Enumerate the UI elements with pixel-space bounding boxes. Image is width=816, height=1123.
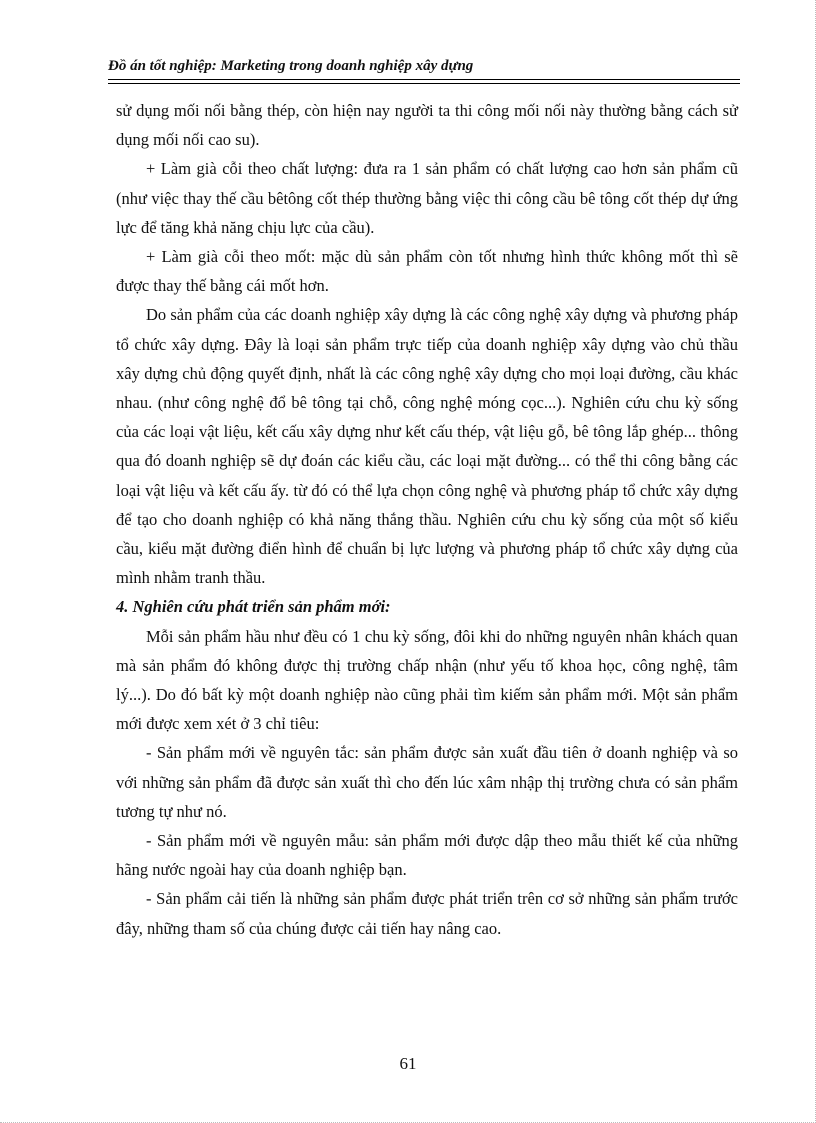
header-title: Đồ án tốt nghiệp: Marketing trong doanh nghiệp xây dựng <box>108 58 474 74</box>
section-paragraph-principle: - Sản phẩm mới về nguyên tắc: sản phẩm được sản xuất đầu tiên ở doanh nghiệp và so với những sản phẩm đã được sản xuất thì cho đến lúc xâm nhập thị trường chưa có sản phẩm tương tự như nó. <box>116 743 738 821</box>
page-number: 61 <box>399 1054 417 1073</box>
header-double-rule <box>108 79 740 84</box>
body-paragraph-quality-aging: + Làm già cỗi theo chất lượng: đưa ra 1 sản phẩm có chất lượng cao hơn sản phẩm cũ (như việc thay thế cầu bêtông cốt thép thường bằng việc thi công cầu bê tông cốt thép dự ứng lực để tăng khả năng chịu lực của cầu). <box>116 159 738 237</box>
section-paragraph-improved: - Sản phẩm cải tiến là những sản phẩm được phát triển trên cơ sở những sản phẩm trước đây, những tham số của chúng được cải tiến hay nâng cao. <box>116 889 738 938</box>
section-paragraph-intro: Mỗi sản phẩm hầu như đều có 1 chu kỳ sống, đôi khi do những nguyên nhân khách quan mà sản phẩm đó không được thị trường chấp nhận (như yếu tố khoa học, công nghệ, tâm lý...). Do đó bất kỳ một doanh nghiệp nào cũng phải tìm kiếm sản phẩm mới. Một sản phẩm mới được xem xét ở 3 chỉ tiêu: <box>116 626 738 734</box>
section-heading: 4. Nghiên cứu phát triển sản phẩm mới: <box>116 597 391 617</box>
body-paragraph-construction-products: Do sản phẩm của các doanh nghiệp xây dựng là các công nghệ xây dựng và phương pháp tổ chức xây dựng. Đây là loại sản phẩm trực tiếp của doanh nghiệp xây dựng vào chủ thầu xây dựng chủ động quyết định, nhất là các công nghệ xây dựng cho mọi loại đường, cầu khác nhau. (như công nghệ đổ bê tông tại chỗ, công nghệ móng cọc...). Nghiên cứu chu kỳ sống của các loại vật liệu, kết cấu xây dựng như kết cấu thép, vật liệu gỗ, bê tông lắp ghép... thông qua đó doanh nghiệp sẽ dự đoán các kiểu cầu, các loại mặt đường... có thể thi công bằng các loại vật liệu và kết cấu ấy. từ đó có thể lựa chọn công nghệ và phương pháp tổ chức xây dựng để tạo cho doanh nghiệp có khả năng thắng thầu. Nghiên cứu chu kỳ sống của một số kiểu cầu, kiểu mặt đường điển hình để chuẩn bị lực lượng và phương pháp tổ chức xây dựng của mình nhằm tranh thầu. <box>116 305 738 588</box>
page-body <box>116 96 738 943</box>
section-paragraph-prototype: - Sản phẩm mới về nguyên mẫu: sản phẩm mới được dập theo mẫu thiết kế của những hãng nước ngoài hay của doanh nghiệp bạn. <box>116 831 738 880</box>
page-header <box>108 56 740 82</box>
body-paragraph-fashion-aging: + Làm già cỗi theo mốt: mặc dù sản phẩm còn tốt nhưng hình thức không mốt thì sẽ được thay thế bằng cái mốt hơn. <box>116 247 738 296</box>
body-paragraph-continuation: sử dụng mối nối bằng thép, còn hiện nay người ta thi công mối nối này thường bằng cách sử dụng mối nối cao su). <box>116 101 738 150</box>
